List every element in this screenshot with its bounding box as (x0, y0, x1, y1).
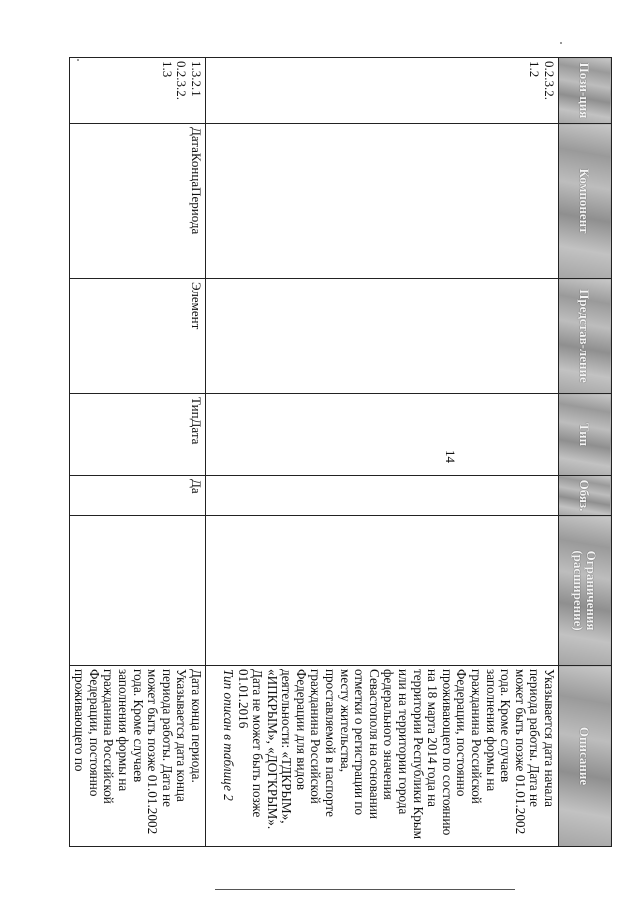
header-required: Обяз. (559, 476, 612, 516)
cell-representation: Элемент (69, 279, 205, 394)
cell-type (206, 394, 559, 476)
cell-required: Да (69, 476, 205, 516)
scan-speck (560, 42, 562, 44)
cell-restrictions (69, 516, 205, 666)
description-text: Указывается дата начала периода работы. Дата не может быть позже 01.01.2002 года. Кроме случаев заполнения формы на гражданина Российской Федерации, постоянно проживающего по состоянию на 18 марта 2014 года на территории Республики Крым или на территории города федерального значения Севастополя на основании отметки о регистрации по месту жительства, проставляемой в паспорте гражданина Российской Федерации для видов деятельности: «ТДКРЫМ», «ИПКРЫМ», «ДОГКРЫМ». Дата не может быть позже 01.01.2016 (235, 669, 557, 840)
page-number: 14 (443, 450, 458, 463)
header-component: Компонент (559, 124, 612, 279)
cell-position: 0.2.3.2. 1.2 (206, 58, 559, 124)
cell-representation (206, 279, 559, 394)
cell-restrictions (206, 516, 559, 666)
header-type: Тип (559, 394, 612, 476)
table-row (69, 58, 205, 847)
header-description: Описание (559, 666, 612, 847)
cell-component (206, 124, 559, 279)
table-row (206, 58, 559, 847)
spec-table (69, 57, 612, 847)
cell-component: ДатаКонцаПериода (69, 124, 205, 279)
cell-position: 1.3.2.1 0.2.3.2. 1.3 (69, 58, 205, 124)
cell-required (206, 476, 559, 516)
header-representation: Представ-ление (559, 279, 612, 394)
description-note: Тип описан в таблице 2 (220, 669, 236, 801)
header-restrictions: Ограничения (расширение) (559, 516, 612, 666)
cell-type: ТипДата (69, 394, 205, 476)
table-header-row (559, 58, 612, 847)
scan-edge-line (215, 889, 515, 890)
cell-description: Дата конца периода. Указывается дата конца периода работы. Дата не может быть позже 01.01.2002 года. Кроме случаев заполнения формы на гражданина Российской Федерации, постоянно проживающего по (69, 666, 205, 847)
rotated-table-frame (72, 57, 612, 846)
header-position: Пози-ция (559, 58, 612, 124)
cell-description (206, 666, 559, 847)
